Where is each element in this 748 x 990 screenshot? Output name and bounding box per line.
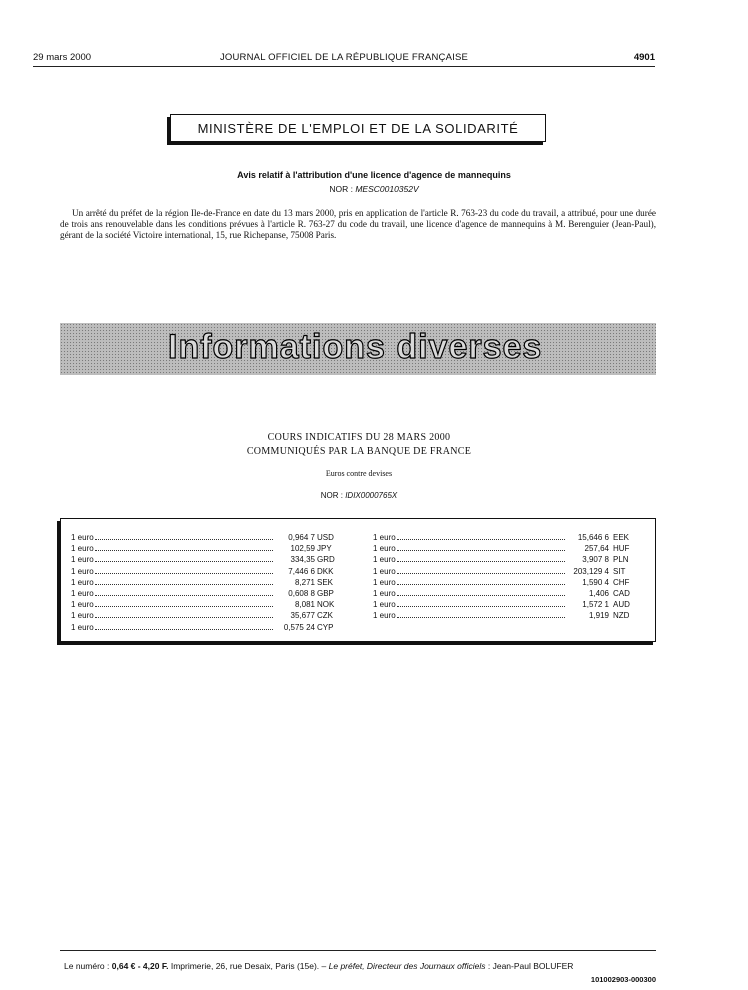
rate-value: 0,575 24 (283, 622, 315, 632)
rate-row (373, 599, 649, 610)
dot-leader (397, 573, 565, 574)
dot-leader (397, 617, 565, 618)
header-rule (33, 66, 655, 67)
rate-currency: NZD (613, 611, 630, 621)
rate-value: 0,608 8 (288, 588, 315, 598)
rate-label: 1 euro (71, 555, 94, 565)
rate-currency: CAD (613, 588, 630, 598)
rate-value: 1,919 (588, 611, 609, 621)
rate-row (373, 532, 649, 543)
rate-row (373, 610, 649, 621)
header-page-number: 4901 (633, 52, 655, 63)
cours-subtitle: Euros contre devises (325, 469, 393, 478)
cours-title-line1: COURS INDICATIFS DU 28 MARS 2000 (267, 432, 451, 443)
rate-label: 1 euro (71, 544, 94, 554)
rate-label: 1 euro (373, 577, 396, 587)
dot-leader (95, 595, 273, 596)
rate-value: 1,590 4 (582, 577, 609, 587)
rates-column-left (71, 532, 355, 633)
rate-currency: AUD (613, 600, 630, 610)
footer-director-name: : Jean-Paul BOLUFER (487, 961, 574, 971)
footer-rule (60, 950, 656, 951)
rate-value: 1,406 (588, 588, 609, 598)
footer-prefix: Le numéro : (64, 961, 110, 971)
dot-leader (95, 539, 273, 540)
rate-row (373, 554, 649, 565)
avis-title: Avis relatif à l'attribution d'une licence d'agence de mannequins (237, 170, 511, 180)
dot-leader (397, 539, 565, 540)
rate-currency: GRD (317, 555, 335, 565)
banner-title-text: Informations diverses (168, 328, 543, 366)
rate-row (71, 577, 355, 588)
dot-leader (95, 573, 273, 574)
banner-title (168, 328, 542, 367)
rate-currency: JPY (317, 544, 332, 554)
rate-value: 203,129 4 (573, 566, 609, 576)
rate-value: 35,677 (290, 611, 315, 621)
footer-price: 0,64 € - 4,20 F. (111, 961, 169, 971)
rate-label: 1 euro (71, 588, 94, 598)
rate-label: 1 euro (373, 555, 396, 565)
avis-nor-label: NOR : (329, 184, 353, 194)
rate-row (71, 532, 355, 543)
footer-director-role: Le préfet, Directeur des Journaux officiels (328, 961, 486, 971)
rate-currency: HUF (613, 544, 630, 554)
rate-row (71, 566, 355, 577)
rate-currency: PLN (613, 555, 629, 565)
header-journal-title: JOURNAL OFFICIEL DE LA RÉPUBLIQUE FRANÇAISE (219, 52, 469, 63)
dot-leader (95, 561, 273, 562)
dot-leader (397, 606, 565, 607)
rate-value: 1,572 1 (582, 600, 609, 610)
dot-leader (95, 606, 273, 607)
rate-row (71, 588, 355, 599)
rate-row (373, 543, 649, 554)
rate-label: 1 euro (71, 577, 94, 587)
exchange-rates-table (60, 518, 656, 642)
dot-leader (397, 561, 565, 562)
rate-value: 3,907 8 (582, 555, 609, 565)
rate-row (373, 588, 649, 599)
ministry-title: MINISTÈRE DE L'EMPLOI ET DE LA SOLIDARITÉ (197, 120, 519, 136)
rate-currency: SEK (317, 577, 334, 587)
rate-currency: CHF (613, 577, 630, 587)
rate-row (71, 610, 355, 621)
avis-nor-code: MESC0010352V (355, 184, 419, 194)
rate-row (373, 566, 649, 577)
rate-label: 1 euro (71, 566, 94, 576)
dot-leader (397, 584, 565, 585)
footer-dash: – (321, 961, 327, 971)
rate-value: 334,35 (290, 555, 315, 565)
rate-value: 15,646 6 (577, 533, 609, 542)
rate-value: 257,64 (584, 544, 609, 554)
rate-label: 1 euro (71, 533, 94, 542)
rate-value: 7,446 6 (288, 566, 315, 576)
rate-value: 102,59 (290, 544, 315, 554)
rate-value: 0,964 7 (288, 533, 315, 542)
rate-label: 1 euro (373, 588, 396, 598)
dot-leader (95, 629, 273, 630)
footer-printer: Imprimerie, 26, rue Desaix, Paris (15e). (170, 961, 320, 971)
rate-label: 1 euro (373, 600, 396, 610)
cours-nor-label: NOR : (320, 491, 343, 500)
dot-leader (397, 550, 565, 551)
header-date: 29 mars 2000 (33, 52, 92, 63)
rate-label: 1 euro (373, 611, 396, 621)
rate-currency: GBP (317, 588, 334, 598)
avis-nor (0, 184, 748, 194)
avis-body: Un arrêté du préfet de la région Ile-de-France en date du 13 mars 2000, pris en application de l'article R. 763-23 du code du travail, a attribué, pour une durée de trois ans renouvelable dans les conditions prévues à l'article R. 763-27 du code du travail, une licence d'agence de mannequins à M. Berenguier (Jean-Paul), gérant de la société Victoire international, 15, rue Richepanse, 75008 Paris. (60, 208, 656, 240)
ministry-box (170, 114, 546, 142)
rate-value: 8,081 (294, 600, 315, 610)
rate-currency: SIT (613, 566, 626, 576)
rate-label: 1 euro (71, 600, 94, 610)
rate-currency: CYP (317, 622, 334, 632)
rate-currency: NOK (317, 600, 335, 610)
rate-row (71, 622, 355, 633)
rate-label: 1 euro (71, 611, 94, 621)
rate-currency: CZK (317, 611, 333, 621)
rate-label: 1 euro (373, 566, 396, 576)
rate-currency: USD (317, 533, 334, 542)
rate-row (71, 543, 355, 554)
cours-title-line2: COMMUNIQUÉS PAR LA BANQUE DE FRANCE (246, 446, 472, 457)
page-footer (64, 961, 654, 971)
rate-value: 8,271 (294, 577, 315, 587)
rate-row (71, 599, 355, 610)
rates-column-right (373, 532, 649, 622)
rate-currency: DKK (317, 566, 334, 576)
footer-code: 101002903-000300 (590, 975, 656, 984)
dot-leader (397, 595, 565, 596)
rate-label: 1 euro (373, 533, 396, 542)
cours-nor (0, 491, 718, 500)
page-header (33, 52, 655, 66)
dot-leader (95, 617, 273, 618)
rate-currency: EEK (613, 533, 630, 542)
cours-nor-code: IDIX0000765X (345, 491, 398, 500)
rate-row (373, 577, 649, 588)
rate-row (71, 554, 355, 565)
dot-leader (95, 550, 273, 551)
rate-label: 1 euro (373, 544, 396, 554)
dot-leader (95, 584, 273, 585)
section-banner (60, 323, 656, 375)
rate-label: 1 euro (71, 622, 94, 632)
